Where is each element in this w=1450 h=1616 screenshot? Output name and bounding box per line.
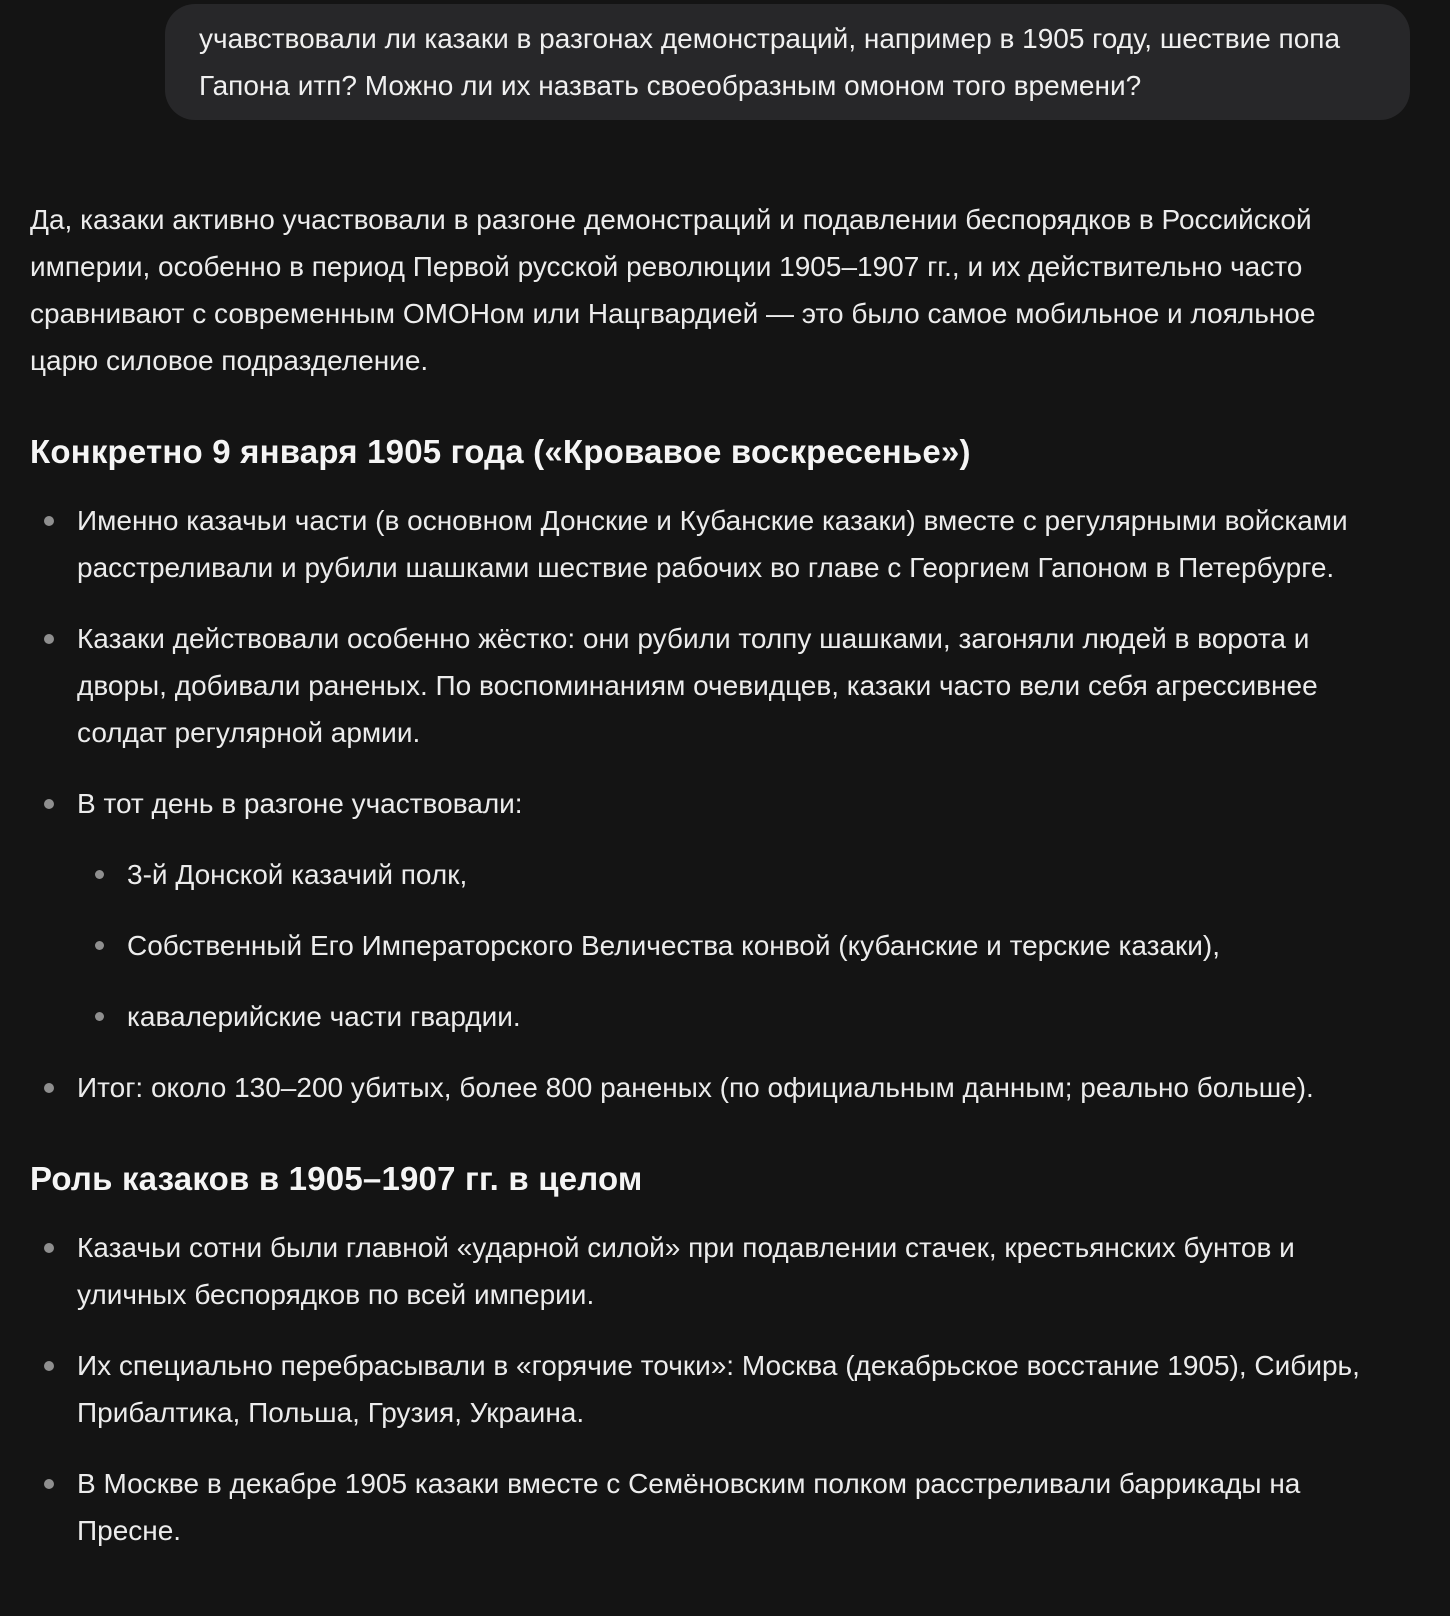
- bullet-icon: [44, 799, 54, 809]
- nested-bullet-list: [80, 851, 1375, 1040]
- section-heading-bloody-sunday: Конкретно 9 января 1905 года («Кровавое воскресенье»): [30, 433, 971, 470]
- bullet-icon: [44, 1479, 54, 1489]
- list-item-text: кавалерийские части гвардии.: [127, 1001, 521, 1032]
- list-item: [80, 922, 1375, 969]
- user-message-bubble: учавствовали ли казаки в разгонах демонстраций, например в 1905 году, шествие попа Гапона итп? Можно ли их назвать своеобразным омоном того времени?: [165, 4, 1410, 120]
- bullet-icon: [95, 941, 104, 950]
- bullet-icon: [44, 516, 54, 526]
- list-item: [30, 1064, 1375, 1111]
- list-item: [30, 615, 1375, 756]
- bullet-list-role-overall: [30, 1224, 1395, 1554]
- list-item-text: Казачьи сотни были главной «ударной силой» при подавлении стачек, крестьянских бунтов и уличных беспорядков по всей империи.: [77, 1232, 1295, 1310]
- list-item: [80, 851, 1375, 898]
- list-item-text: Казаки действовали особенно жёстко: они рубили толпу шашками, загоняли людей в ворота и дворы, добивали раненых. По воспоминаниям очевидцев, казаки часто вели себя агрессивнее солдат регулярной армии.: [77, 623, 1318, 748]
- bullet-icon: [44, 1243, 54, 1253]
- bullet-icon: [95, 1012, 104, 1021]
- list-item-text: В Москве в декабре 1905 казаки вместе с Семёновским полком расстреливали баррикады на Пресне.: [77, 1468, 1301, 1546]
- bullet-icon: [44, 1083, 54, 1093]
- list-item: [30, 1224, 1375, 1318]
- assistant-response: [30, 196, 1395, 1554]
- bullet-icon: [44, 1361, 54, 1371]
- user-message-row: [30, 4, 1420, 120]
- list-item-text: Их специально перебрасывали в «горячие точки»: Москва (декабрьское восстание 1905), Сибирь, Прибалтика, Польша, Грузия, Украина.: [77, 1350, 1360, 1428]
- assistant-intro-paragraph: Да, казаки активно участвовали в разгоне демонстраций и подавлении беспорядков в Российской империи, особенно в период Первой русской революции 1905–1907 гг., и их действительно часто сравнивают с современным ОМОНом или Нацгвардией — это было самое мобильное и лояльное царю силовое подразделение.: [30, 204, 1316, 376]
- list-item: [30, 780, 1375, 1040]
- list-item-text: Именно казачьи части (в основном Донские и Кубанские казаки) вместе с регулярными войсками расстреливали и рубили шашками шествие рабочих во главе с Георгием Гапоном в Петербурге.: [77, 505, 1348, 583]
- list-item-text: Собственный Его Императорского Величества конвой (кубанские и терские казаки),: [127, 930, 1221, 961]
- list-item: [30, 1460, 1375, 1554]
- bullet-icon: [95, 870, 104, 879]
- list-item: [30, 497, 1375, 591]
- list-item-text: В тот день в разгоне участвовали:: [77, 788, 523, 819]
- bullet-icon: [44, 634, 54, 644]
- section-heading-role-overall: Роль казаков в 1905–1907 гг. в целом: [30, 1160, 643, 1197]
- list-item: [80, 993, 1375, 1040]
- bullet-list-bloody-sunday: [30, 497, 1395, 1111]
- list-item: [30, 1342, 1375, 1436]
- list-item-text: 3-й Донской казачий полк,: [127, 859, 468, 890]
- list-item-text: Итог: около 130–200 убитых, более 800 раненых (по официальным данным; реально больше).: [77, 1072, 1314, 1103]
